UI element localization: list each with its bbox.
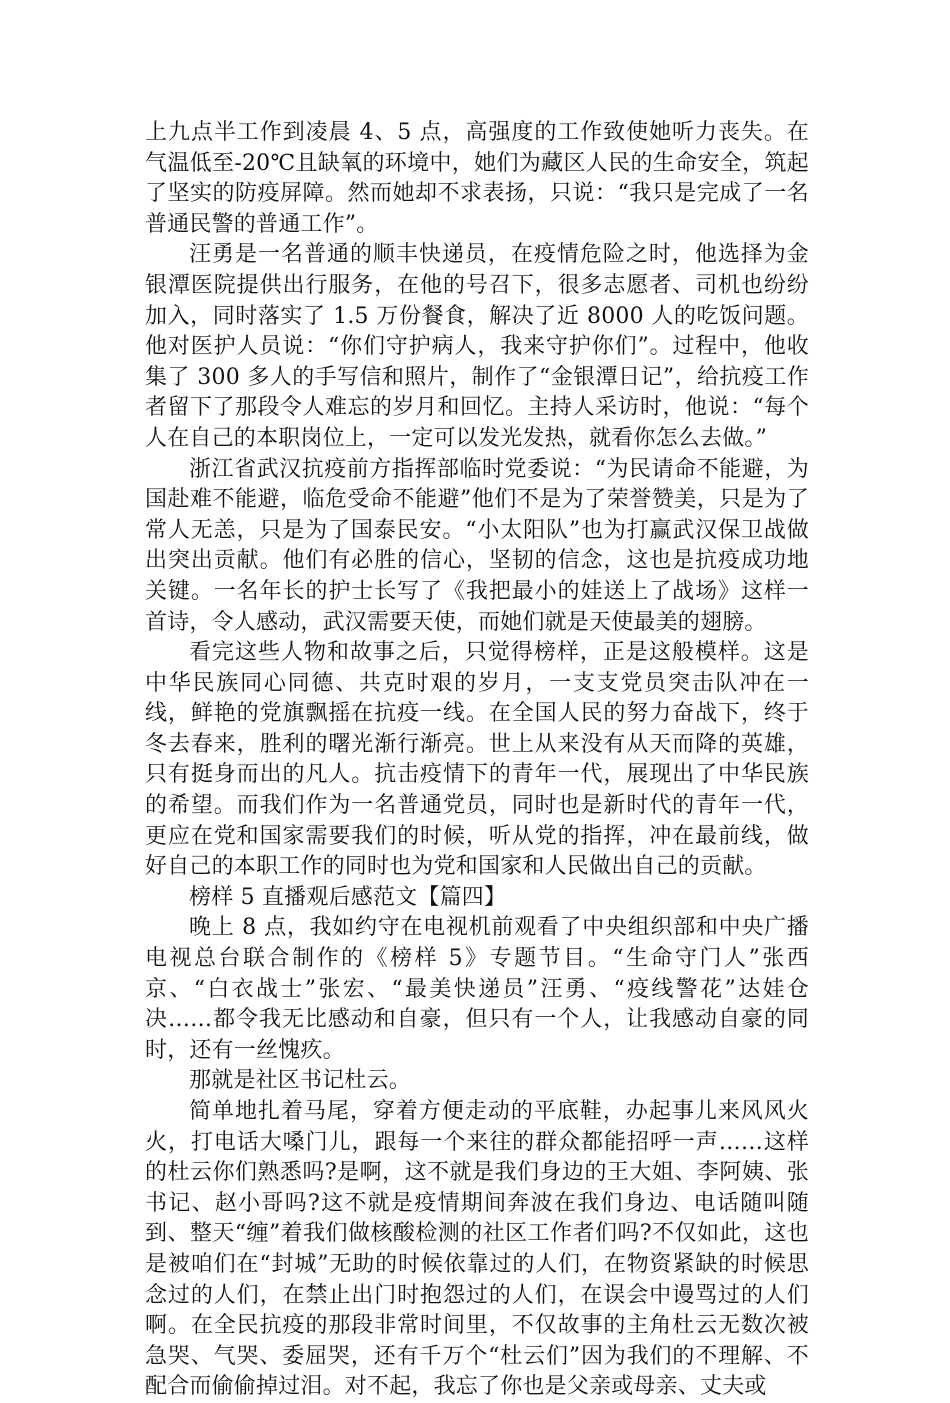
document-body: [145, 118, 809, 1403]
paragraph-7: 简单地扎着马尾，穿着方便走动的平底鞋，办起事儿来风风火火，打电话大嗓门儿，跟每一个来往的群众都能招呼一声……这样的杜云你们熟悉吗?是啊，这不就是我们身边的王大姐、李阿姨、张书记、赵小哥吗?这不就是疫情期间奔波在我们身边、电话随叫随到、整天“缠”着我们做核酸检测的社区工作者们吗?不仅如此，这也是被咱们在“封城”无助的时候依靠过的人们，在物资紧缺的时候思念过的人们，在禁止出门时抱怨过的人们，在误会中谩骂过的人们啊。在全民抗疫的那段非常时间里，不仅故事的主角杜云无数次被急哭、气哭、委屈哭，还有千万个“杜云们”因为我们的不理解、不配合而偷偷掉过泪。对不起，我忘了你也是父亲或母亲、丈夫或: [145, 1099, 809, 1400]
paragraph-4: 看完这些人物和故事之后，只觉得榜样，正是这般模样。这是中华民族同心同德、共克时艰的岁月，一支支党员突击队冲在一线，鲜艳的党旗飘摇在抗疫一线。在全国人民的努力奋战下，终于冬去春来，胜利的曙光渐行渐亮。世上从来没有从天而降的英雄，只有挺身而出的凡人。抗击疫情下的青年一代，展现出了中华民族的希望。而我们作为一名普通党员，同时也是新时代的青年一代，更应在党和国家需要我们的时候，听从党的指挥，冲在最前线，做好自己的本职工作的同时也为党和国家和人民做出自己的贡献。: [145, 640, 809, 880]
paragraph-6: 那就是社区书记杜云。: [189, 1068, 412, 1094]
section-heading: 榜样 5 直播观后感范文【篇四】: [189, 884, 507, 910]
paragraph-5: 晚上 8 点，我如约守在电视机前观看了中央组织部和中央广播电视总台联合制作的《榜样 5》专题节目。“生命守门人”张西京、“白衣战士”张宏、“最美快递员”汪勇、“疫线警花”达娃仓决……都令我无比感动和自豪，但只有一个人，让我感动自豪的同时，还有一丝愧疚。: [145, 915, 809, 1063]
paragraph-1: 上九点半工作到凌晨 4、5 点，高强度的工作致使她听力丧失。在气温低至-20℃且缺氧的环境中，她们为藏区人民的生命安全，筑起了坚实的防疫屏障。然而她却不求表扬，只说：“我只是完成了一名普通民警的普通工作”。: [145, 120, 809, 237]
paragraph-3: 浙江省武汉抗疫前方指挥部临时党委说：“为民请命不能避，为国赴难不能避，临危受命不能避”他们不是为了荣誉赞美，只是为了常人无恙，只是为了国泰民安。“小太阳队”也为打赢武汉保卫战做出突出贡献。他们有必胜的信心，坚韧的信念，这也是抗疫成功地关键。一名年长的护士长写了《我把最小的娃送上了战场》这样一首诗，令人感动，武汉需要天使，而她们就是天使最美的翅膀。: [145, 456, 809, 635]
paragraph-2: 汪勇是一名普通的顺丰快递员，在疫情危险之时，他选择为金银潭医院提供出行服务，在他的号召下，很多志愿者、司机也纷纷加入，同时落实了 1.5 万份餐食，解决了近 8000 人的吃饭问题。他对医护人员说：“你们守护病人，我来守护你们”。过程中，他收集了 300 多人的手写信和照片，制作了“金银潭日记”，给抗疫工作者留下了那段令人难忘的岁月和回忆。主持人采访时，他说：“每个人在自己的本职岗位上，一定可以发光发热，就看你怎么去做。”: [145, 242, 809, 451]
